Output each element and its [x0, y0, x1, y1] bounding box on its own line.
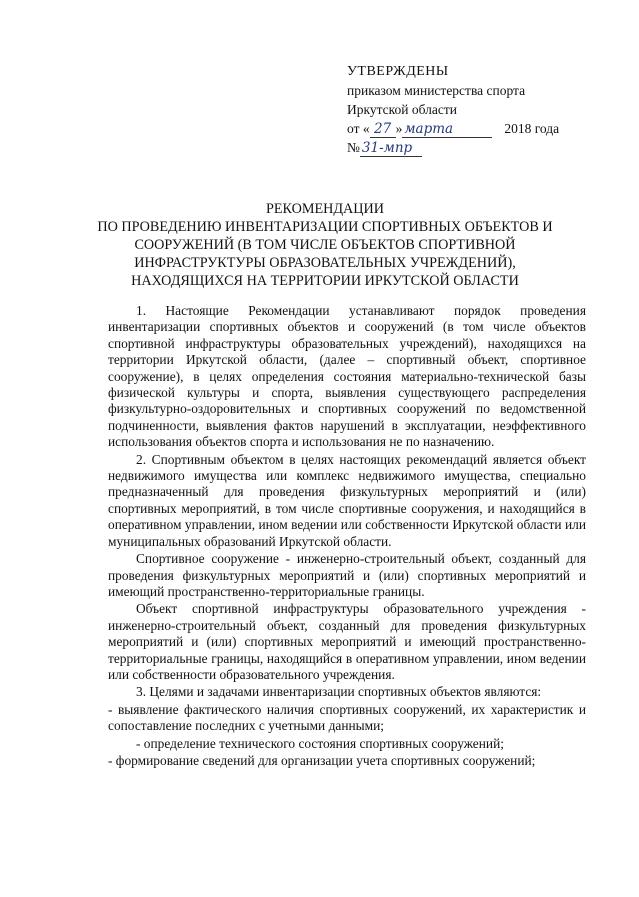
- list-item-accounting: - формирование сведений для организации учета спортивных сооружений;: [108, 752, 536, 768]
- paragraph-2: 2. Спортивным объектом в целях настоящих рекомендаций является объект недвижимого имущества или комплекс недвижимого имущества, специально предназначенный для проведения физкультурных мероприятий и (или) спортивных мероприятий, в том числе спортивные сооружения, и находящийся в оперативном управлении, ином ведении или собственности Иркутской области или муниципальных образований Иркутской области.: [108, 451, 586, 549]
- title-line-5: НАХОДЯЩИХСЯ НА ТЕРРИТОРИИ ИРКУТСКОЙ ОБЛАСТИ: [131, 273, 519, 289]
- list-item-technical-state: - определение технического состояния спортивных сооружений;: [136, 735, 504, 751]
- title-line-4: ИНФРАСТРУКТУРЫ ОБРАЗОВАТЕЛЬНЫХ УЧРЕЖДЕНИЙ),: [134, 255, 516, 271]
- approval-number-line: [347, 138, 617, 157]
- paragraph-1: 1. Настоящие Рекомендации устанавливают порядок проведения инвентаризации спортивных объектов и сооружений (в том числе объектов спортивной инфраструктуры образовательных учреждений), находящихся на территории Иркутской области, (далее – спортивный объект, спортивное сооружение), в целях определения состояния материально-технической базы физической культуры и спорта, выявления существующего распределения физкультурно-оздоровительных и спортивных сооружений по ведомственной подчиненности, выявления фактов нарушений в эксплуатации, неэффективного использования объектов спорта и использования не по назначению.: [108, 303, 586, 450]
- approval-date-line: [347, 119, 617, 138]
- number-prefix: №: [347, 140, 360, 155]
- date-prefix: от «: [347, 121, 370, 136]
- approval-stamp: [347, 62, 617, 157]
- date-day-handwritten: 27: [370, 121, 396, 138]
- title-line-1: РЕКОМЕНДАЦИИ: [265, 201, 385, 217]
- approval-region-line: Иркутской области: [347, 102, 458, 117]
- paragraph-sport-facility: Спортивное сооружение - инженерно-строительный объект, созданный для проведения физкультурных мероприятий и (или) спортивных мероприятий и имеющий пространственно-территориальные границы.: [108, 551, 586, 599]
- title-line-2: ПО ПРОВЕДЕНИЮ ИНВЕНТАРИЗАЦИИ СПОРТИВНЫХ ОБЪЕКТОВ И: [97, 219, 553, 235]
- list-item-identify: - выявление фактического наличия спортивных сооружений, их характеристик и сопоставление последних с учетными данными;: [108, 701, 586, 734]
- date-month-handwritten: марта: [402, 121, 492, 138]
- number-handwritten: 31-мпр: [360, 140, 422, 157]
- approval-heading: УТВЕРЖДЕНЫ: [347, 64, 449, 79]
- title-line-3: СООРУЖЕНИЙ (В ТОМ ЧИСЛЕ ОБЪЕКТОВ СПОРТИВНОЙ: [134, 237, 516, 253]
- date-year: 2018 года: [504, 121, 560, 136]
- document-body: [108, 303, 586, 770]
- paragraph-education-infrastructure: Объект спортивной инфраструктуры образовательного учреждения - инженерно-строительный объект, созданный для проведения физкультурных мероприятий и (или) спортивных мероприятий и имеющий пространственно-территориальные границы, находящийся в оперативном управлении, ином ведении или собственности образовательного учреждения.: [108, 601, 586, 682]
- document-title: [90, 200, 560, 290]
- paragraph-3-goals: 3. Целями и задачами инвентаризации спортивных объектов являются:: [136, 684, 542, 700]
- date-mid: »: [395, 121, 403, 136]
- approval-order-line: приказом министерства спорта: [347, 83, 526, 98]
